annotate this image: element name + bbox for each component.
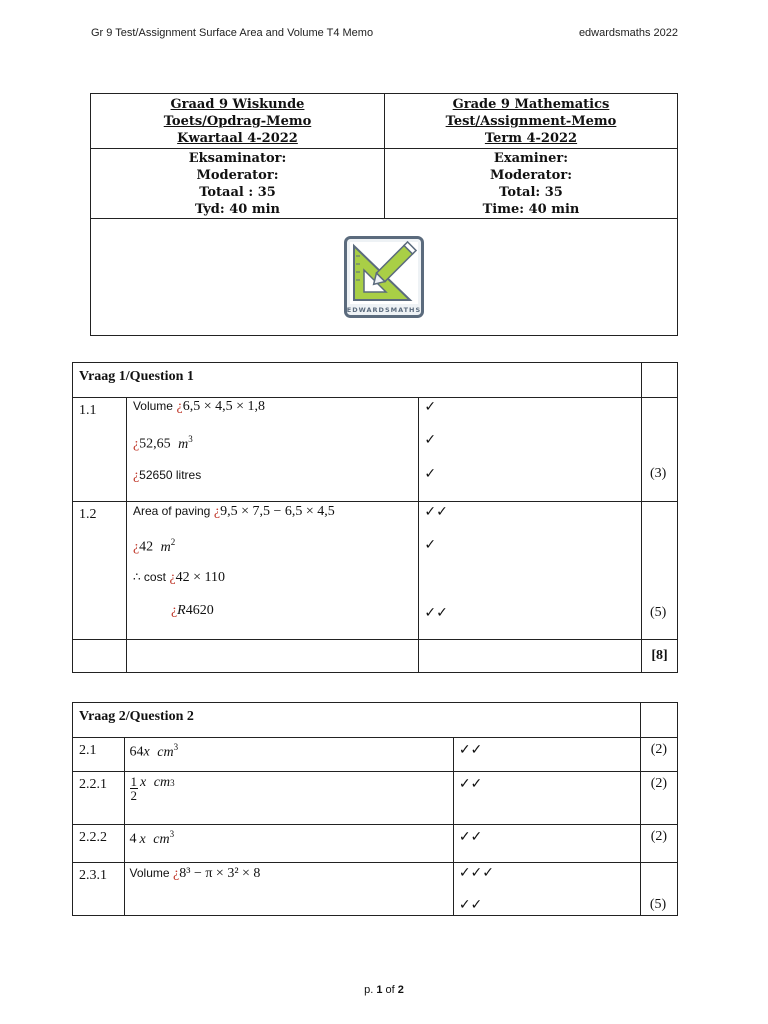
af-title-line-2: Toets/Opdrag-Memo — [163, 114, 312, 129]
page-footer — [0, 984, 768, 996]
q2-3-1-mark: (5) — [649, 897, 667, 912]
check-mark: ✓✓ — [458, 897, 483, 913]
cover-en-info — [385, 149, 678, 219]
q1-1-mark: (3) — [650, 466, 667, 481]
cover-af-info — [91, 149, 385, 219]
footer-prefix: p. — [364, 984, 374, 996]
q1-2-number: 1.2 — [73, 502, 127, 640]
en-title-line-3: Term 4-2022 — [484, 131, 578, 146]
q1-2-marks — [642, 502, 678, 640]
check-mark: ✓ — [424, 432, 437, 448]
en-total: Total: 35 — [499, 185, 563, 200]
q1-2-line-4: ¿R4620 — [170, 603, 214, 618]
q1-2-line-2: ¿42 $m^2$ — [132, 537, 176, 555]
fraction: $\frac{1}{2}$ — [130, 774, 138, 803]
q2-2-2-answer: 4 x $cm^3$ — [124, 825, 453, 863]
q2-2-2-mark: (2) — [640, 825, 677, 863]
af-title-line-3: Kwartaal 4-2022 — [177, 131, 298, 146]
header-source: edwardsmaths 2022 — [578, 27, 678, 39]
en-title-line-1: Grade 9 Mathematics — [452, 97, 610, 112]
q1-total: [8] — [642, 640, 678, 673]
en-time: Time: 40 min — [482, 202, 580, 217]
q2-2-1-number: 2.2.1 — [73, 772, 125, 825]
header-title: Gr 9 Test/Assignment Surface Area and Volume T4 Memo — [91, 27, 374, 39]
check-mark: ✓✓ — [424, 605, 448, 621]
q1-2-line-1: Area of paving ¿9,5 × 7,5 − 6,5 × 4,5 — [132, 504, 335, 519]
footer-of: of — [385, 984, 395, 996]
q2-1-number: 2.1 — [73, 738, 125, 772]
q2-2-1-check: ✓✓ — [453, 772, 640, 825]
q2-2-1-answer: $\frac{1}{2}$ x $cm^3$ — [124, 772, 453, 825]
logo-text: EDWARDSMATHS — [346, 306, 422, 314]
q2-2-1-mark: (2) — [640, 772, 677, 825]
cover-en-title — [385, 94, 678, 149]
en-moderator: Moderator: — [489, 168, 573, 183]
q1-1-number: 1.1 — [73, 398, 127, 502]
q1-1-working — [126, 398, 418, 502]
q2-2-2-check: ✓✓ — [453, 825, 640, 863]
af-examiner: Eksaminator: — [188, 151, 287, 166]
q1-2-mark: (5) — [650, 605, 667, 620]
footer-total: 2 — [397, 984, 404, 996]
q2-3-1-checks — [453, 863, 640, 916]
q2-2-2-number: 2.2.2 — [73, 825, 125, 863]
en-examiner: Examiner: — [493, 151, 569, 166]
af-total: Totaal : 35 — [199, 185, 276, 200]
question-1-table — [72, 362, 678, 673]
q1-2-working — [126, 502, 418, 640]
question-2-table — [72, 702, 678, 916]
af-time: Tyd: 40 min — [195, 202, 280, 217]
q1-1-line-2: ¿52,65 $m^3$ — [132, 434, 193, 452]
check-mark: ✓ — [424, 466, 437, 482]
check-mark: ✓✓✓ — [458, 865, 495, 881]
edwardsmaths-logo — [344, 236, 424, 318]
check-mark: ✓ — [424, 537, 437, 553]
af-moderator: Moderator: — [196, 168, 279, 183]
af-title-line-1: Graad 9 Wiskunde — [170, 97, 305, 112]
q2-3-1-marks — [640, 863, 677, 916]
q1-1-marks — [642, 398, 678, 502]
q1-2-checks — [419, 502, 642, 640]
q1-2-line-3: ∴ cost ¿42 × 110 — [132, 570, 226, 585]
check-mark: ✓✓ — [424, 504, 448, 520]
cover-table — [90, 93, 678, 336]
cover-logo-cell — [91, 219, 678, 336]
footer-page: 1 — [376, 984, 383, 996]
q1-1-line-3: ¿52650 litres — [132, 468, 202, 483]
q2-1-answer: 64x $cm^3$ — [124, 738, 453, 772]
q2-3-1-number: 2.3.1 — [73, 863, 125, 916]
en-title-line-2: Test/Assignment-Memo — [445, 114, 617, 129]
q2-3-1-answer: Volume ¿8³ − π × 3² × 8 — [124, 863, 453, 916]
q1-1-line-1: Volume ¿6,5 × 4,5 × 1,8 — [132, 399, 265, 414]
check-mark: ✓ — [424, 399, 437, 415]
q1-1-checks — [419, 398, 642, 502]
question-1-title: Vraag 1/Question 1 — [73, 363, 642, 398]
question-2-title: Vraag 2/Question 2 — [73, 703, 641, 738]
cover-af-title — [91, 94, 385, 149]
q2-1-mark: (2) — [640, 738, 677, 772]
q2-1-check: ✓✓ — [453, 738, 640, 772]
